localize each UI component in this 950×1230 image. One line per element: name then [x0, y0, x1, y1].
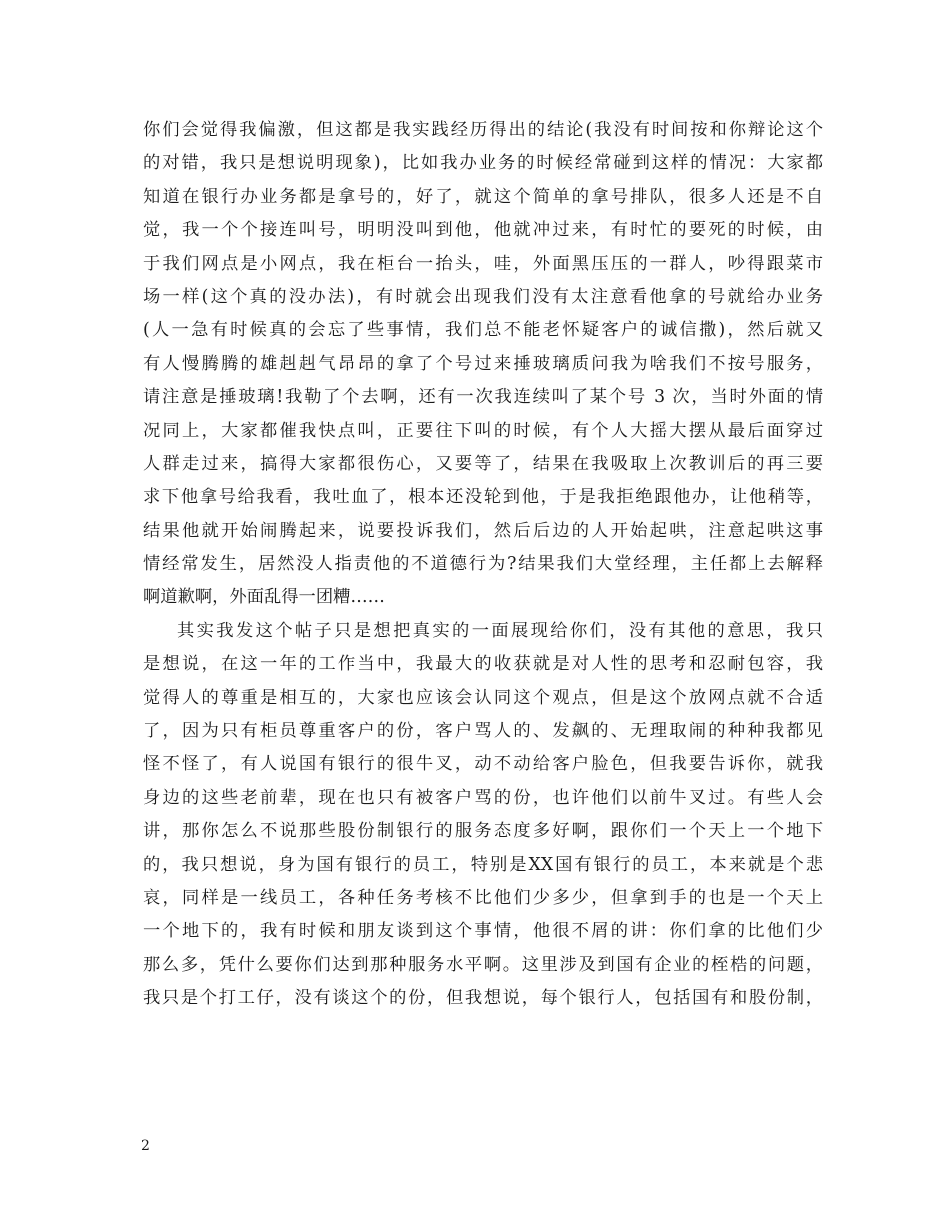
body-text [143, 114, 823, 1016]
text-line: 哀，同样是一线员工，各种任务考核不比他们少多少，但拿到手的也是一个天上 [143, 887, 823, 908]
paragraph-first-line: 其实我发这个帖子只是想把真实的一面展现给你们，没有其他的意思，我只 [177, 620, 823, 641]
text-line: 觉，我一个个接连叫号，明明没叫到他，他就冲过来，有时忙的要死的时候，由 [143, 220, 823, 241]
text-line: 结果他就开始闹腾起来，说要投诉我们，然后后边的人开始起哄，注意起哄这事 [143, 520, 823, 541]
text-line: 怪不怪了，有人说国有银行的很牛叉，动不动给客户脸色，但我要告诉你，就我 [143, 754, 823, 775]
text-line: 的，我只想说，身为国有银行的员工，特别是XX国有银行的员工，本来就是个悲 [143, 854, 823, 875]
text-line: 讲，那你怎么不说那些股份制银行的服务态度多好啊，跟你们一个天上一个地下 [143, 821, 823, 842]
text-line: 一个地下的，我有时候和朋友谈到这个事情，他很不屑的讲：你们拿的比他们少 [143, 921, 823, 942]
text-line: 的对错，我只是想说明现象)，比如我办业务的时候经常碰到这样的情况：大家都 [143, 153, 823, 174]
text-line: (人一急有时候真的会忘了些事情，我们总不能老怀疑客户的诚信撒)，然后就又 [143, 320, 823, 341]
text-line: 是想说，在这一年的工作当中，我最大的收获就是对人性的思考和忍耐包容，我 [143, 654, 823, 675]
text-line: 求下他拿号给我看，我吐血了，根本还没轮到他，于是我拒绝跟他办，让他稍等， [143, 487, 823, 508]
text-line: 有人慢腾腾的雄赳赳气昂昂的拿了个号过来捶玻璃质问我为啥我们不按号服务， [143, 353, 823, 374]
page-number: 2 [141, 1138, 150, 1154]
text-line: 场一样(这个真的没办法)，有时就会出现我们没有太注意看他拿的号就给办业务 [143, 286, 823, 307]
text-line: 情经常发生，居然没人指责他的不道德行为?结果我们大堂经理，主任都上去解释 [143, 554, 823, 575]
text-line: 我只是个打工仔，没有谈这个的份，但我想说，每个银行人，包括国有和股份制， [143, 988, 823, 1009]
text-line: 请注意是捶玻璃!我勒了个去啊，还有一次我连续叫了某个号 3 次，当时外面的情 [143, 387, 823, 408]
text-line: 啊道歉啊，外面乱得一团糟…… [143, 587, 385, 608]
text-line: 觉得人的尊重是相互的，大家也应该会认同这个观点，但是这个放网点就不合适 [143, 687, 823, 708]
text-line: 那么多，凭什么要你们达到那种服务水平啊。这里涉及到国有企业的桎梏的问题， [143, 954, 823, 975]
text-line: 人群走过来，搞得大家都很伤心，又要等了，结果在我吸取上次教训后的再三要 [143, 453, 823, 474]
text-line: 知道在银行办业务都是拿号的，好了，就这个简单的拿号排队，很多人还是不自 [143, 186, 823, 207]
text-line: 了，因为只有柜员尊重客户的份，客户骂人的、发飙的、无理取闹的种种我都见 [143, 721, 823, 742]
text-line: 况同上，大家都催我快点叫，正要往下叫的时候，有个人大摇大摆从最后面穿过 [143, 420, 823, 441]
text-line: 于我们网点是小网点，我在柜台一抬头，哇，外面黑压压的一群人，吵得跟菜市 [143, 253, 823, 274]
text-line: 身边的这些老前辈，现在也只有被客户骂的份，也许他们以前牛叉过。有些人会 [143, 787, 823, 808]
text-line: 你们会觉得我偏激，但这都是我实践经历得出的结论(我没有时间按和你辩论这个 [143, 120, 823, 140]
